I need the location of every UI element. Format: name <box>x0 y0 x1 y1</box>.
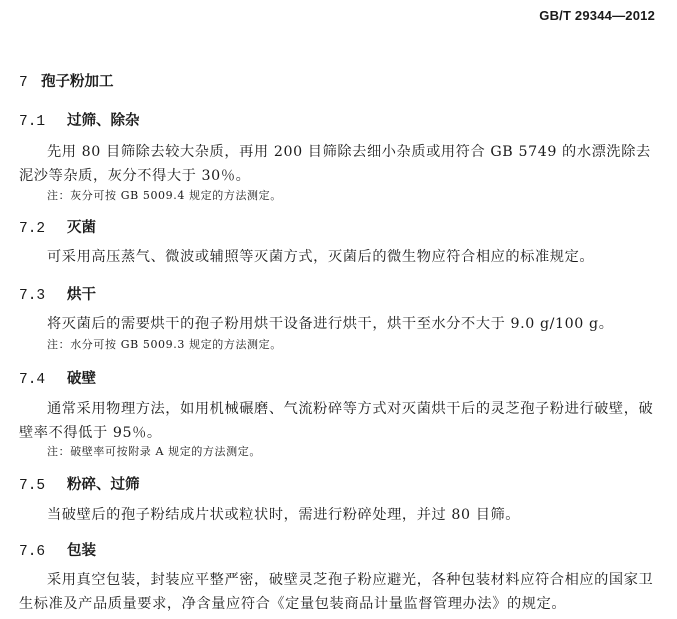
section-note-7-3: 注：水分可按 GB 5009.3 规定的方法测定。 <box>47 338 282 351</box>
section-number: 7.1 <box>19 114 46 130</box>
section-title: 灭菌 <box>67 220 96 236</box>
section-number: 7.6 <box>19 544 46 560</box>
section-number: 7.3 <box>19 288 46 304</box>
chapter-title: 孢子粉加工 <box>41 74 114 90</box>
section-title: 粉碎、过筛 <box>67 477 140 493</box>
section-heading-7-6 <box>19 539 96 560</box>
section-number: 7.4 <box>19 372 46 388</box>
section-number: 7.2 <box>19 221 46 237</box>
section-heading-7-1 <box>19 109 140 130</box>
section-title: 烘干 <box>67 287 96 303</box>
chapter-number: 7 <box>19 75 28 91</box>
section-heading-7-2 <box>19 216 96 237</box>
section-note-7-4: 注：破壁率可按附录 A 规定的方法测定。 <box>47 445 261 458</box>
standard-code-header: GB/T 29344—2012 <box>539 8 655 23</box>
section-heading-7-3 <box>19 283 96 304</box>
section-title: 过筛、除杂 <box>67 113 140 129</box>
section-note-7-1: 注：灰分可按 GB 5009.4 规定的方法测定。 <box>47 189 282 202</box>
chapter-heading <box>19 70 114 91</box>
section-title: 包装 <box>67 543 96 559</box>
section-heading-7-5 <box>19 473 140 494</box>
section-heading-7-4 <box>19 367 96 388</box>
section-number: 7.5 <box>19 478 46 494</box>
section-paragraph-7-1: 先用 80 目筛除去较大杂质，再用 200 目筛除去细小杂质或用符合 GB 5749 的水漂洗除去泥沙等杂质，灰分不得大于 30％。 <box>19 144 651 184</box>
section-paragraph-7-5: 当破壁后的孢子粉结成片状或粒状时，需进行粉碎处理，并过 80 目筛。 <box>47 507 521 523</box>
section-title: 破壁 <box>67 371 96 387</box>
section-paragraph-7-2: 可采用高压蒸气、微波或辅照等灭菌方式，灭菌后的微生物应符合相应的标准规定。 <box>47 249 595 265</box>
section-paragraph-7-3: 将灭菌后的需要烘干的孢子粉用烘干设备进行烘干，烘干至水分不大于 9.0 g/100 g。 <box>47 316 614 332</box>
section-paragraph-7-6: 采用真空包装，封装应平整严密，破壁灵芝孢子粉应避光，各种包装材料应符合相应的国家卫生标准及产品质量要求，净含量应符合《定量包装商品计量监督管理办法》的规定。 <box>19 572 654 612</box>
section-paragraph-7-4: 通常采用物理方法，如用机械碾磨、气流粉碎等方式对灭菌烘干后的灵芝孢子粉进行破壁，破壁率不得低于 95％。 <box>19 401 654 441</box>
